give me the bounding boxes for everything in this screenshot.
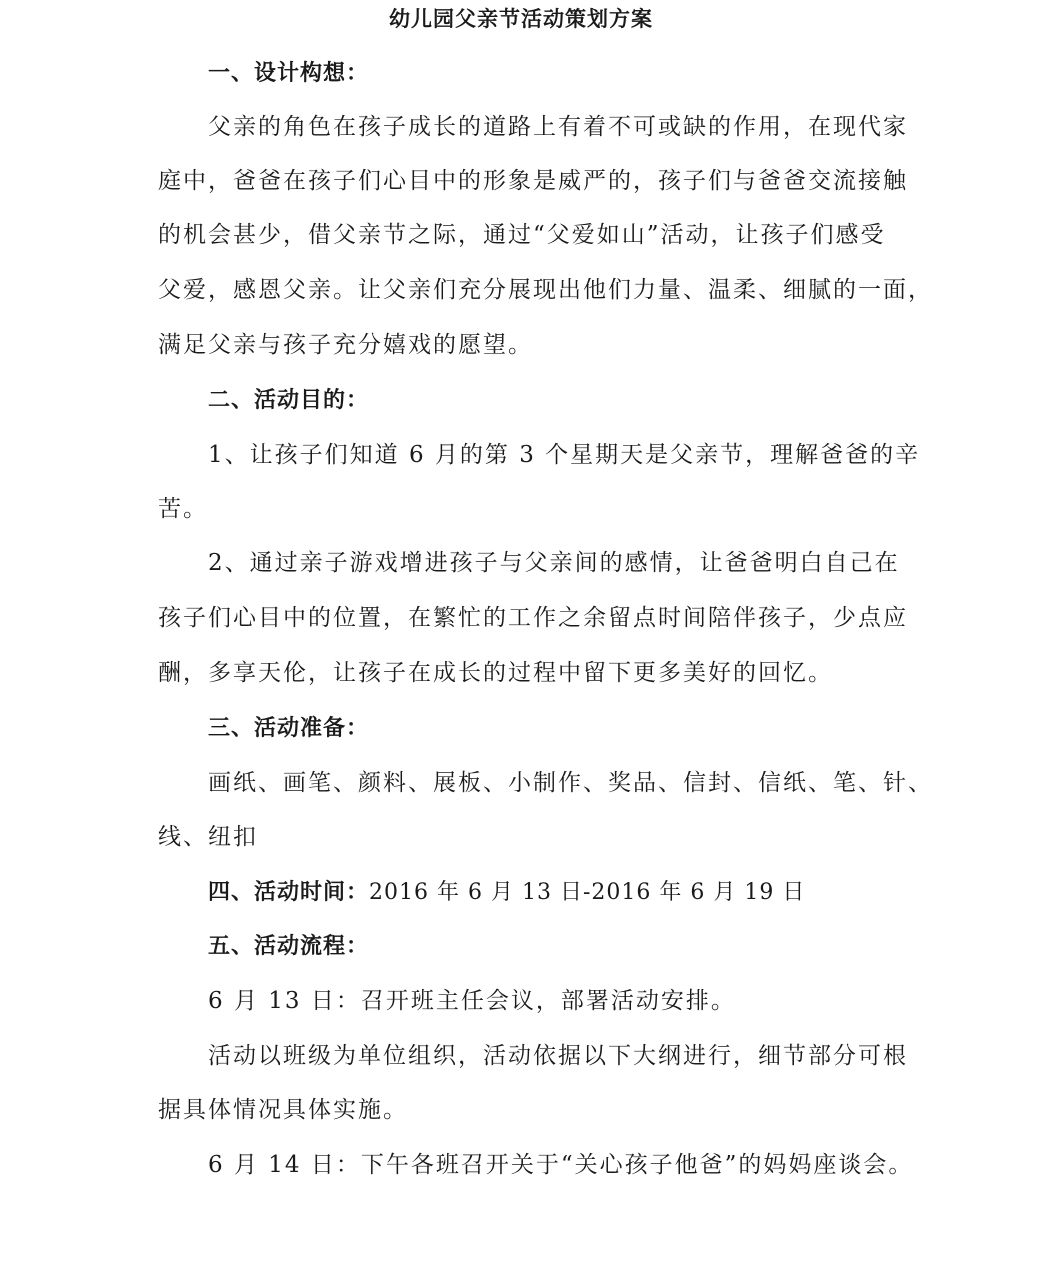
paragraph-line: 画纸、画笔、颜料、展板、小制作、奖品、信封、信纸、笔、针、	[208, 770, 933, 796]
activity-time-value: 2016 年 6 月 13 日-2016 年 6 月 19 日	[369, 880, 806, 905]
paragraph-line: 据具体情况具体实施。	[158, 1097, 408, 1123]
section-heading-activity-purpose: 二、活动目的：	[208, 387, 370, 413]
paragraph-line: 2、通过亲子游戏增进孩子与父亲间的感情，让爸爸明白自己在	[208, 550, 900, 576]
paragraph-line: 庭中，爸爸在孩子们心目中的形象是威严的，孩子们与爸爸交流接触	[158, 168, 908, 194]
paragraph-line: 酬，多享天伦，让孩子在成长的过程中留下更多美好的回忆。	[158, 660, 833, 686]
paragraph-line: 活动以班级为单位组织，活动依据以下大纲进行，细节部分可根	[208, 1043, 908, 1069]
paragraph-line: 满足父亲与孩子充分嬉戏的愿望。	[158, 332, 533, 358]
section-heading-activity-preparation: 三、活动准备：	[208, 715, 370, 741]
document-title: 幼儿园父亲节活动策划方案	[389, 6, 653, 31]
section-heading-design-concept: 一、设计构想：	[208, 60, 370, 86]
paragraph-line: 孩子们心目中的位置，在繁忙的工作之余留点时间陪伴孩子，少点应	[158, 605, 908, 631]
paragraph-line: 父亲的角色在孩子成长的道路上有着不可或缺的作用，在现代家	[208, 114, 908, 140]
section-heading-activity-time	[208, 877, 805, 908]
paragraph-line: 1、让孩子们知道 6 月的第 3 个星期天是父亲节，理解爸爸的辛	[208, 442, 921, 468]
activity-time-label: 四、活动时间：	[208, 879, 370, 905]
paragraph-line: 6 月 14 日：下午各班召开关于“关心孩子他爸”的妈妈座谈会。	[208, 1152, 914, 1178]
paragraph-line: 父爱，感恩父亲。让父亲们充分展现出他们力量、温柔、细腻的一面，	[158, 277, 933, 303]
paragraph-line: 6 月 13 日：召开班主任会议，部署活动安排。	[208, 988, 736, 1014]
paragraph-line: 苦。	[158, 496, 208, 522]
section-heading-activity-process: 五、活动流程：	[208, 933, 370, 959]
paragraph-line: 线、纽扣	[158, 824, 258, 850]
paragraph-line: 的机会甚少，借父亲节之际，通过“父爱如山”活动，让孩子们感受	[158, 222, 886, 248]
